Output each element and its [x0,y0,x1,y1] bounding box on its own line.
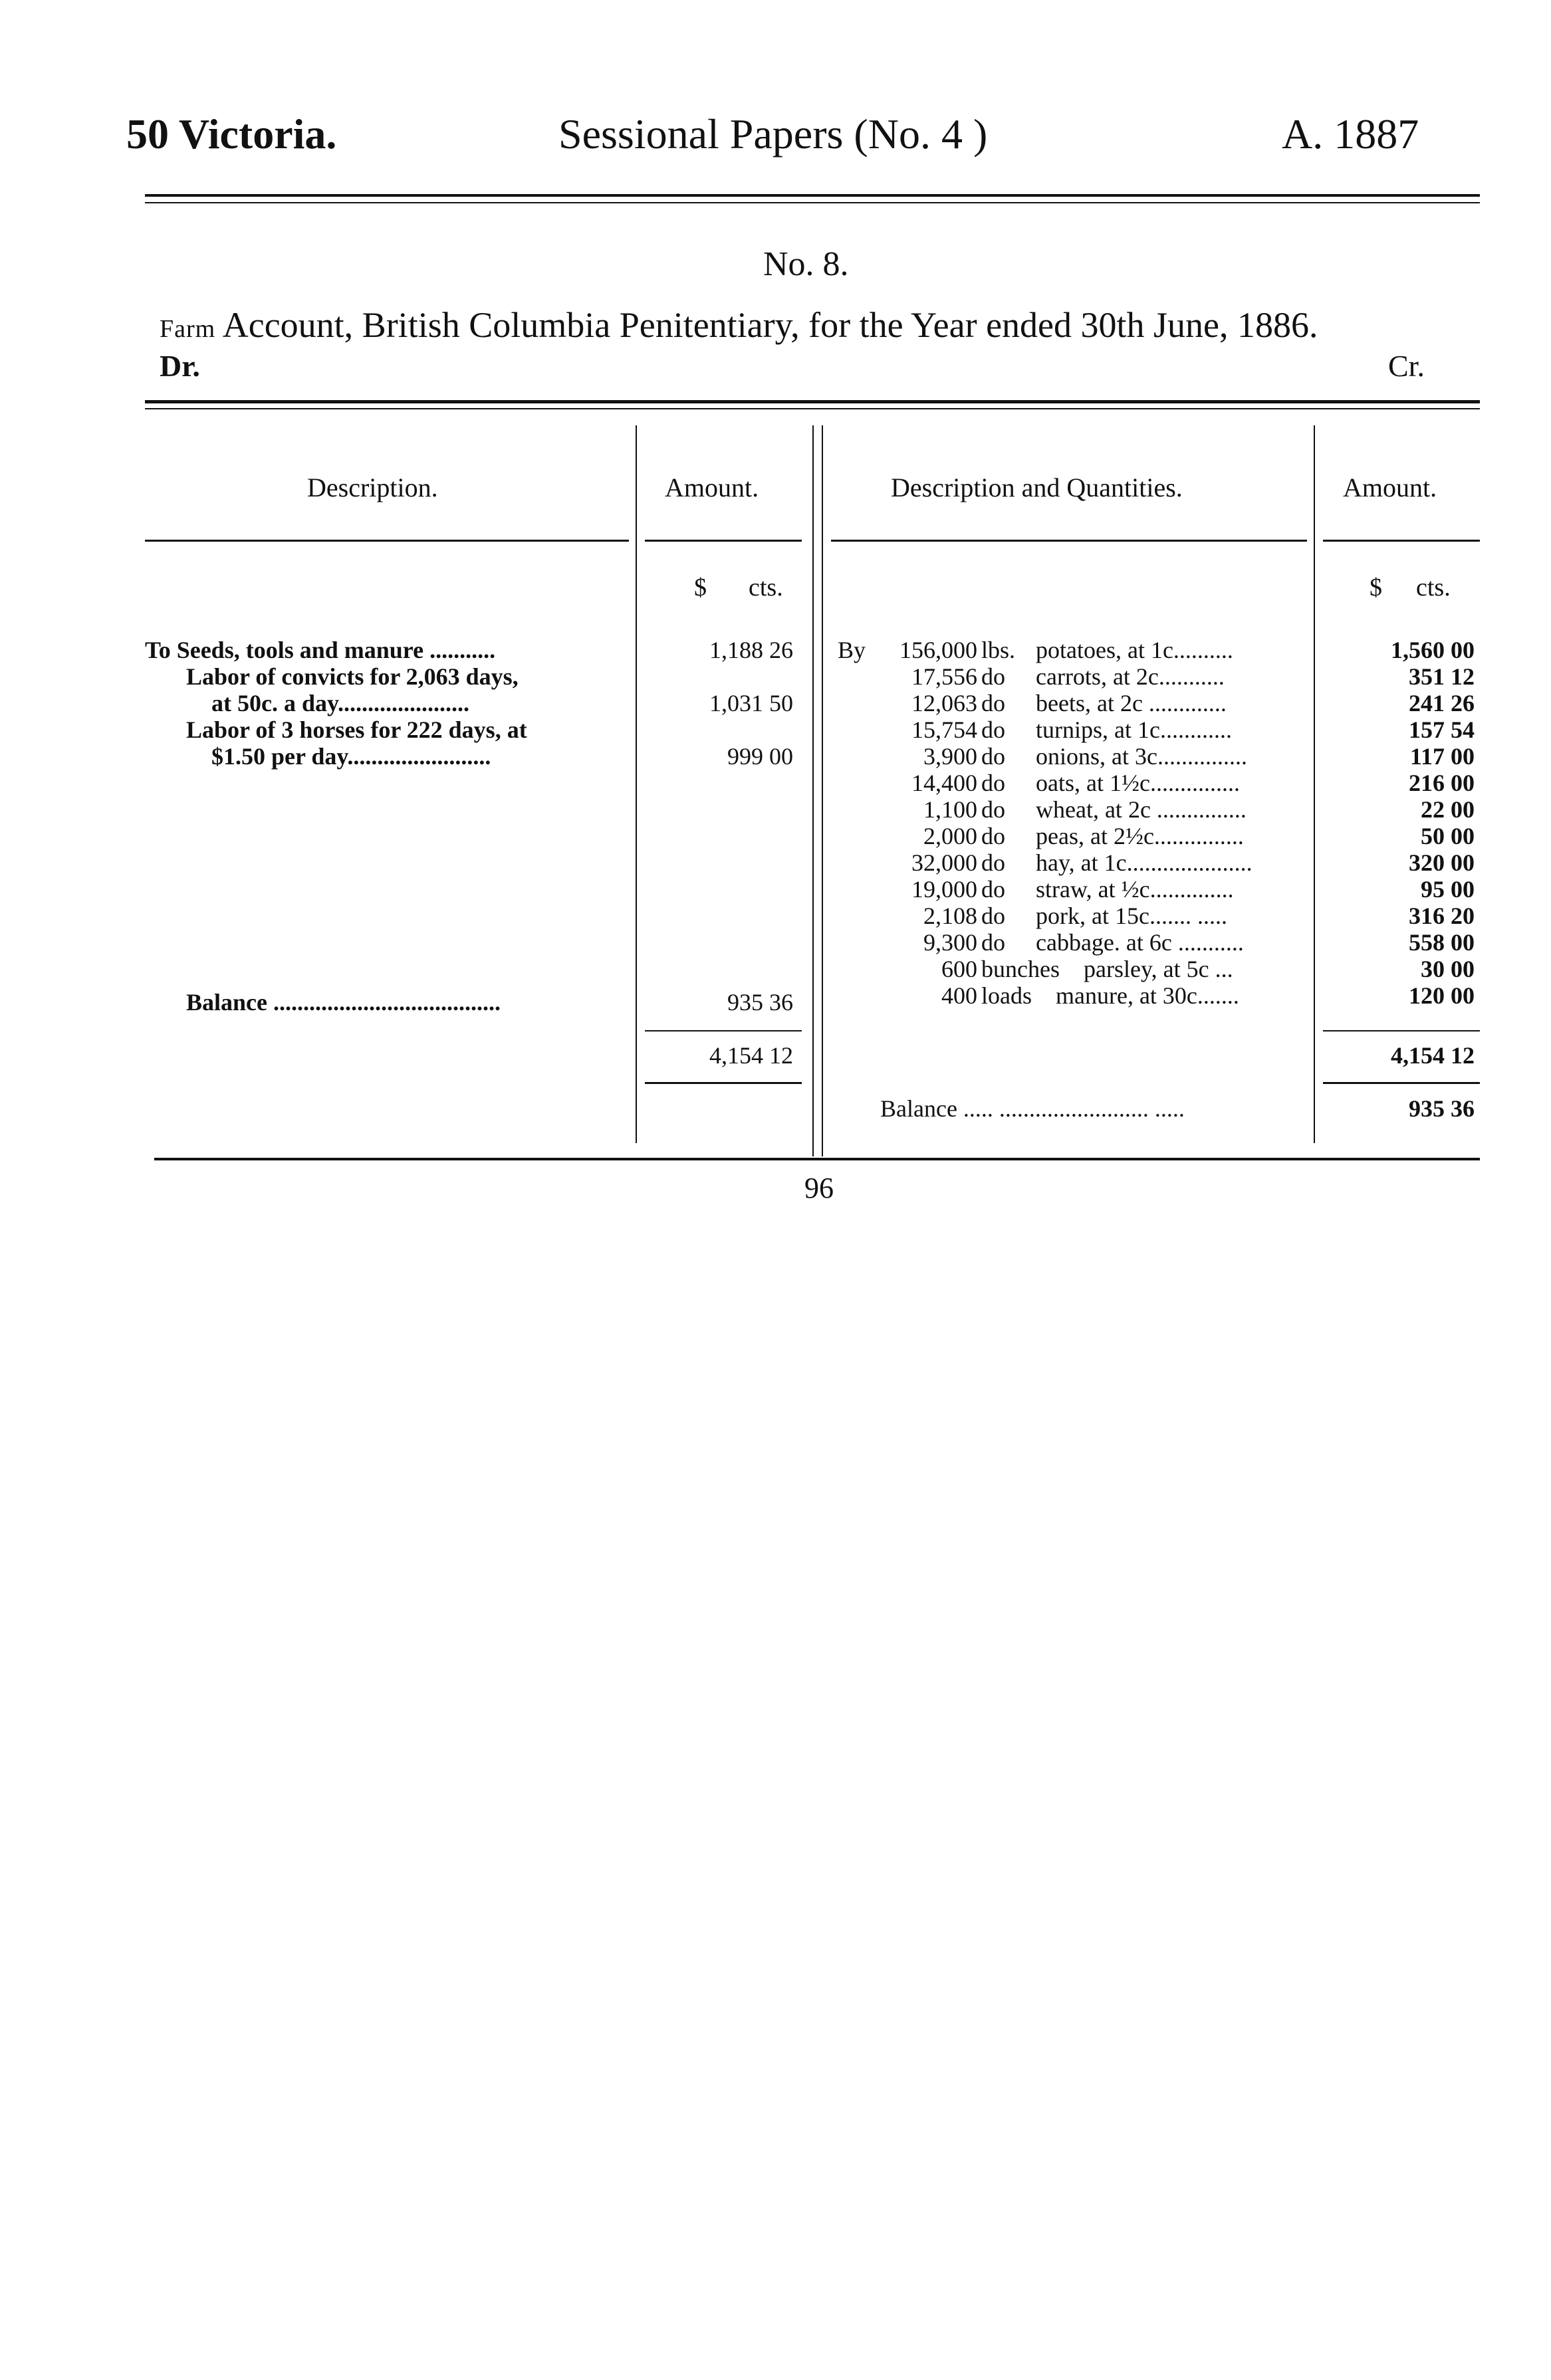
debit-line: at 50c. a day...................... [211,690,470,716]
debit-total: 4,154 12 [709,1042,793,1069]
credit-quantity: 14,400 [911,770,977,796]
credit-unit: do [981,690,1005,716]
credit-amount: 120 00 [1409,982,1475,1009]
credit-unit: do [981,903,1005,929]
credit-balance-amount: 935 36 [1409,1095,1475,1122]
credit-quantity: 15,754 [911,716,977,743]
table-rule-bottom [154,1158,1480,1160]
debit-amount: 1,031 50 [709,690,793,716]
column-rule-1 [636,425,637,1143]
credit-amount: 50 00 [1421,823,1475,849]
header-rule-1 [145,540,629,542]
column-rule-4 [1314,425,1315,1143]
credit-description: beets, at 2c ............. [1036,690,1227,716]
title-farm: Farm [160,315,216,343]
credit-description: pork, at 15c....... ..... [1036,903,1227,929]
debit-total-rule [645,1030,802,1031]
page-number: 96 [804,1172,834,1204]
credit-quantity: 17,556 [911,663,977,690]
credit-unit: do [981,770,1005,796]
credit-unit: loads [981,982,1032,1009]
credit-unit: do [981,823,1005,849]
debit-label: Dr. [160,349,200,383]
credit-description: hay, at 1c..................... [1036,849,1253,876]
credit-unit: do [981,929,1005,956]
credit-quantity: 156,000 [899,637,977,663]
credit-amount: 95 00 [1421,876,1475,903]
header-amount-credit: Amount. [1343,473,1437,502]
debit-balance-label: Balance ...................................... [186,989,501,1016]
header-rule-4 [1323,540,1480,542]
credit-description: wheat, at 2c ............... [1036,796,1247,823]
credit-quantity: 400 [941,982,977,1009]
credit-by-label: By [838,637,866,663]
credit-unit: do [981,796,1005,823]
credit-quantity: 32,000 [911,849,977,876]
credit-unit: lbs. [981,637,1016,663]
credit-description: carrots, at 2c........... [1036,663,1225,690]
account-title [160,304,1318,346]
credit-quantity: 12,063 [911,690,977,716]
credit-unit: do [981,849,1005,876]
credit-amount: 216 00 [1409,770,1475,796]
debit-amount: 1,188 26 [709,637,793,663]
credit-quantity: 2,000 [923,823,977,849]
credit-description: potatoes, at 1c.......... [1036,637,1233,663]
credit-quantity: 1,100 [923,796,977,823]
credit-amount: 22 00 [1421,796,1475,823]
debit-total-underline [645,1082,802,1084]
credit-description: onions, at 3c............... [1036,743,1247,770]
credit-quantity: 600 [941,956,977,982]
running-head-title: Sessional Papers (No. 4 ) [558,110,988,158]
header-rule-2 [645,540,802,542]
credit-dollar-unit: $ [1370,574,1382,601]
head-rule-top [145,194,1480,197]
credit-cents-unit: cts. [1416,574,1451,601]
credit-quantity: 9,300 [923,929,977,956]
table-rule-top-thin [145,408,1480,409]
column-rule-3 [822,425,823,1156]
debit-line: Labor of 3 horses for 222 days, at [186,716,527,743]
debit-line: To Seeds, tools and manure ........... [145,637,496,663]
debit-balance-amount: 935 36 [727,989,793,1016]
credit-quantity: 19,000 [911,876,977,903]
debit-dollar-unit: $ [694,574,707,601]
credit-quantity: 3,900 [923,743,977,770]
debit-cents-unit: cts. [749,574,783,601]
credit-description: straw, at ½c.............. [1036,876,1234,903]
credit-unit: do [981,663,1005,690]
credit-unit: bunches [981,956,1060,982]
credit-amount: 316 20 [1409,903,1475,929]
credit-description: peas, at 2½c............... [1036,823,1244,849]
credit-amount: 241 26 [1409,690,1475,716]
credit-total: 4,154 12 [1391,1042,1475,1069]
title-rest: Account, British Columbia Penitentiary, for the Year ended 30th June, 1886. [222,305,1318,345]
debit-line: Labor of convicts for 2,063 days, [186,663,519,690]
credit-total-underline [1323,1082,1480,1084]
credit-description: parsley, at 5c ... [1084,956,1233,982]
credit-description: oats, at 1½c............... [1036,770,1240,796]
credit-amount: 351 12 [1409,663,1475,690]
column-rule-2 [812,425,814,1156]
debit-amount: 999 00 [727,743,793,770]
credit-balance-label: Balance ..... ......................... ..... [880,1095,1185,1122]
credit-unit: do [981,716,1005,743]
credit-amount: 558 00 [1409,929,1475,956]
running-head-session: 50 Victoria. [126,110,337,158]
header-description-quantities: Description and Quantities. [891,473,1183,502]
credit-unit: do [981,876,1005,903]
credit-total-rule [1323,1030,1480,1031]
header-rule-3 [831,540,1307,542]
running-head-year: A. 1887 [1282,110,1419,158]
credit-label: Cr. [1388,349,1425,383]
head-rule-bottom [145,202,1480,203]
credit-unit: do [981,743,1005,770]
credit-amount: 117 00 [1409,743,1475,770]
credit-description: manure, at 30c....... [1056,982,1239,1009]
credit-amount: 157 54 [1409,716,1475,743]
credit-quantity: 2,108 [923,903,977,929]
header-description: Description. [307,473,438,502]
table-rule-top [145,400,1480,403]
credit-amount: 30 00 [1421,956,1475,982]
credit-amount: 1,560 00 [1391,637,1475,663]
header-amount-debit: Amount. [665,473,759,502]
credit-description: turnips, at 1c............ [1036,716,1232,743]
debit-line: $1.50 per day........................ [211,743,491,770]
credit-amount: 320 00 [1409,849,1475,876]
credit-description: cabbage. at 6c ........... [1036,929,1244,956]
document-number: No. 8. [763,245,849,283]
